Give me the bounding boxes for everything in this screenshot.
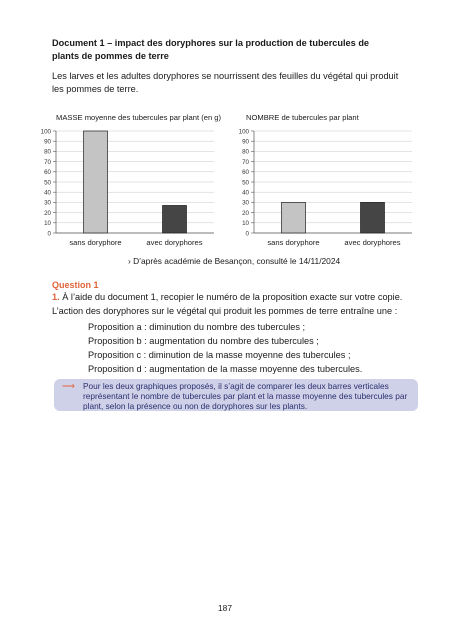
y-tick-label: 60 bbox=[44, 169, 51, 177]
question-instruction: À l’aide du document 1, recopier le numéro de la proposition exacte sur votre copie. bbox=[62, 292, 403, 302]
y-tick-label: 100 bbox=[238, 128, 249, 136]
x-category-label: sans doryphore bbox=[267, 238, 320, 247]
proposition-list bbox=[88, 320, 362, 376]
y-tick-label: 20 bbox=[44, 209, 51, 217]
proposition-a: Proposition a : diminution du nombre des tubercules ; bbox=[88, 322, 306, 332]
chart-count bbox=[238, 125, 428, 251]
question-heading: Question 1 bbox=[52, 280, 99, 290]
y-tick-label: 90 bbox=[44, 138, 51, 146]
y-tick-label: 10 bbox=[242, 220, 249, 228]
chart-count-title: NOMBRE de tubercules par plant bbox=[246, 113, 359, 122]
x-category-label: avec doryphores bbox=[344, 238, 401, 247]
y-tick-label: 80 bbox=[44, 148, 51, 156]
y-tick-label: 60 bbox=[242, 169, 249, 177]
chart-mass bbox=[40, 125, 230, 251]
document-title: Document 1 – impact des doryphores sur la production de tubercules de plants de pommes de terre bbox=[52, 38, 370, 61]
y-tick-label: 20 bbox=[242, 209, 249, 217]
hint-text: Pour les deux graphiques proposés, il s’agit de comparer les deux barres verticales représentant le nombre de tubercules par plant et la masse moyenne des tubercules par plant, selon la présence ou non de doryphores sur les plants. bbox=[83, 381, 408, 411]
page-number: 187 bbox=[218, 603, 232, 613]
document-intro: Les larves et les adultes doryphores se nourrissent des feuilles du végétal qui produit les pommes de terre. bbox=[52, 71, 399, 94]
x-category-label: avec doryphores bbox=[146, 238, 203, 247]
bar-sans-doryphore bbox=[282, 202, 306, 233]
y-tick-label: 50 bbox=[242, 179, 249, 187]
y-tick-label: 40 bbox=[44, 189, 51, 197]
bar-avec-doryphores bbox=[163, 205, 187, 233]
y-tick-label: 80 bbox=[242, 148, 249, 156]
y-tick-label: 0 bbox=[245, 230, 249, 238]
hint-box bbox=[54, 379, 418, 411]
y-tick-label: 10 bbox=[44, 220, 51, 228]
bar-sans-doryphore bbox=[84, 131, 108, 233]
y-tick-label: 30 bbox=[44, 199, 51, 207]
x-category-label: sans doryphore bbox=[69, 238, 122, 247]
y-tick-label: 70 bbox=[44, 158, 51, 166]
question-statement: L’action des doryphores sur le végétal qui produit les pommes de terre entraîne une : bbox=[52, 306, 398, 316]
arrow-right-icon: ⟶ bbox=[62, 381, 75, 391]
y-tick-label: 50 bbox=[44, 179, 51, 187]
question-number: 1. bbox=[52, 292, 60, 302]
chart-mass-title: MASSE moyenne des tubercules par plant (en g) bbox=[56, 113, 222, 122]
y-tick-label: 100 bbox=[40, 128, 51, 136]
y-tick-label: 30 bbox=[242, 199, 249, 207]
source-citation: › D’après académie de Besançon, consulté le 14/11/2024 bbox=[128, 256, 341, 266]
question-instruction-line bbox=[52, 292, 402, 302]
bar-avec-doryphores bbox=[361, 202, 385, 233]
proposition-d: Proposition d : augmentation de la masse moyenne des tubercules. bbox=[88, 364, 363, 374]
y-tick-label: 90 bbox=[242, 138, 249, 146]
y-tick-label: 0 bbox=[47, 230, 51, 238]
y-tick-label: 40 bbox=[242, 189, 249, 197]
y-tick-label: 70 bbox=[242, 158, 249, 166]
proposition-b: Proposition b : augmentation du nombre des tubercules ; bbox=[88, 336, 319, 346]
proposition-c: Proposition c : diminution de la masse moyenne des tubercules ; bbox=[88, 350, 351, 360]
